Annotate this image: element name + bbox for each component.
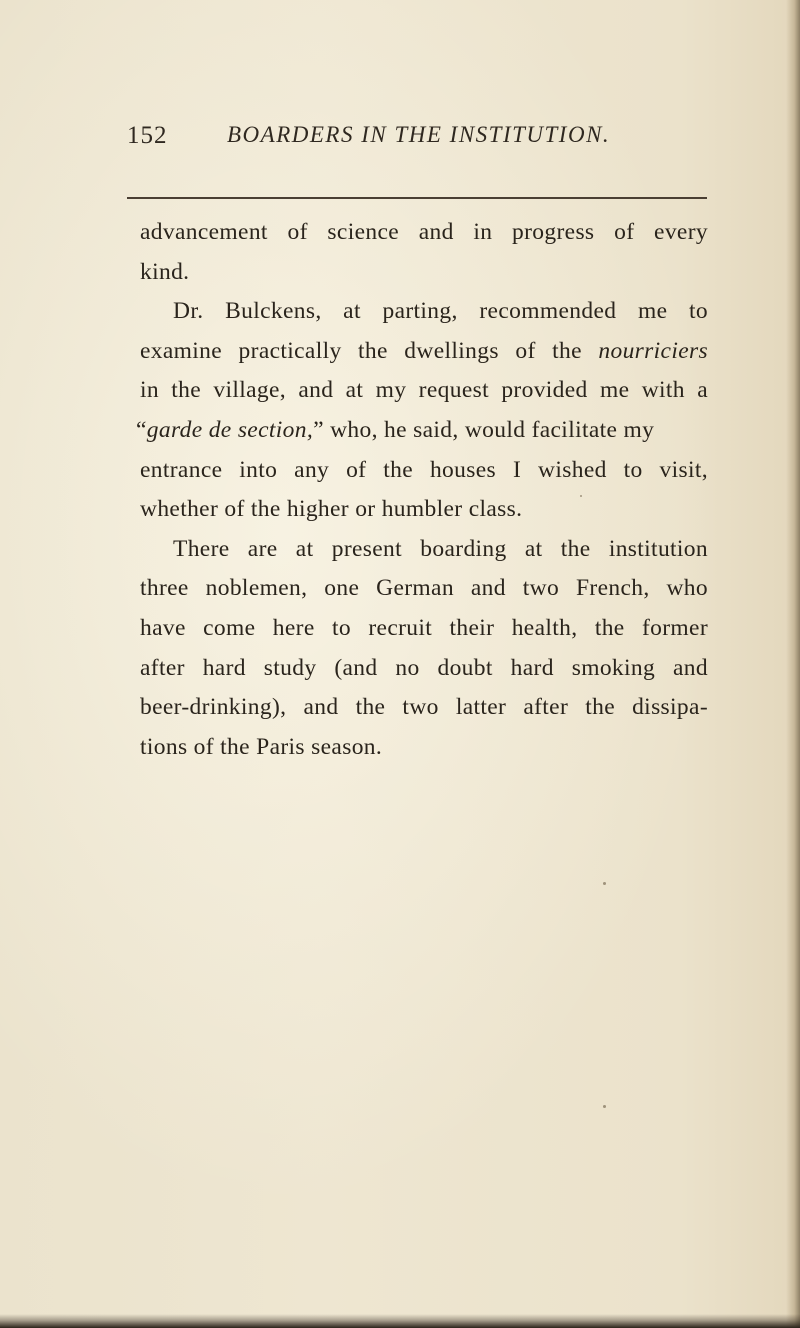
text-line: [136, 411, 708, 451]
text-fragment: ” who, he said, would facilitate my: [313, 416, 655, 443]
text-line: after hard study (and no doubt hard smoking and: [140, 654, 708, 681]
text-line: three noblemen, one German and two French, who: [140, 575, 708, 602]
text-line: There are at present boarding at the institution: [173, 535, 708, 562]
paper-speck: [603, 1105, 606, 1108]
text-line: entrance into any of the houses I wished to visit,: [140, 456, 708, 483]
paper-speck: [580, 495, 582, 497]
running-head: BOARDERS IN THE INSTITUTION.: [227, 122, 611, 147]
italic-term: garde de section,: [146, 416, 314, 443]
italic-term: nourriciers: [598, 337, 708, 364]
text-line: tions of the Paris season.: [140, 733, 383, 760]
header-rule: [127, 197, 707, 199]
page-header: [127, 118, 707, 158]
text-line: beer-drinking), and the two latter after the dissipa-: [140, 694, 708, 721]
page-number: 152: [127, 122, 168, 149]
text-line: kind.: [140, 258, 190, 285]
body-text: [136, 213, 708, 767]
text-line: advancement of science and in progress of every: [140, 219, 708, 245]
text-line: have come here to recruit their health, the former: [140, 614, 708, 641]
text-line: [140, 332, 708, 372]
text-line: in the village, and at my request provided me with a: [140, 377, 708, 404]
text-fragment: examine practically the dwellings of the: [140, 337, 582, 364]
page-edge-shadow: [786, 0, 800, 1328]
text-line: Dr. Bulckens, at parting, recommended me to: [173, 298, 708, 325]
open-quote: “: [136, 416, 147, 443]
page-bottom-edge: [0, 1314, 800, 1328]
paper-speck: [603, 882, 606, 885]
text-line: whether of the higher or humbler class.: [140, 496, 523, 523]
